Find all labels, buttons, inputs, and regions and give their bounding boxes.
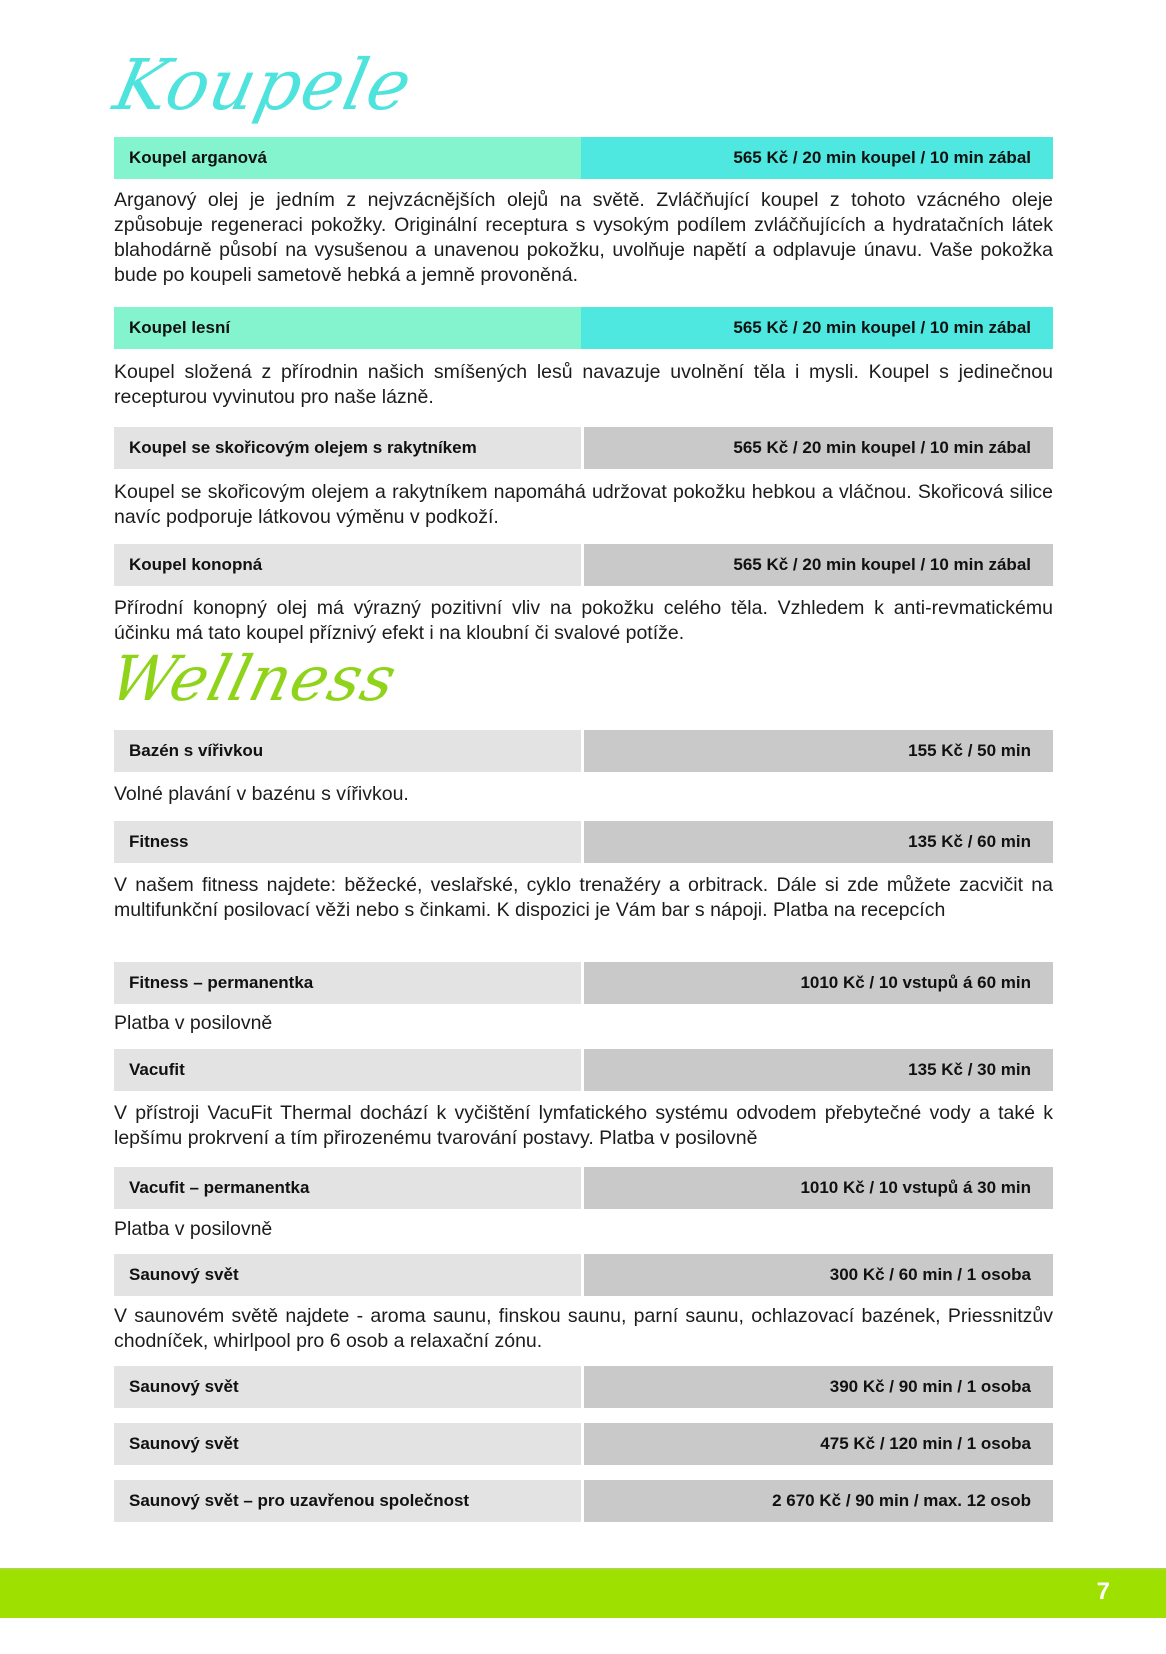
service-row [114,137,1053,179]
service-price: 155 Kč / 50 min [584,730,1053,772]
service-name: Koupel lesní [114,307,581,349]
service-name: Vacufit [114,1049,581,1091]
service-name: Vacufit – permanentka [114,1167,581,1209]
service-row [114,1366,1053,1408]
service-name: Saunový svět – pro uzavřenou společnost [114,1480,581,1522]
service-description: V našem fitness najdete: běžecké, veslařské, cyklo trenažéry a orbitrack. Dále si zde můžete zacvičit na multifunkční posilovací věži nebo s činkami. K dispozici je Vám bar s nápoji. Platba na recepcích [114,874,1053,921]
footer-bar [0,1568,1166,1618]
service-description: Volné plavání v bazénu s vířivkou. [114,783,409,805]
section-title-wellness: Wellness [102,642,405,715]
service-row [114,1167,1053,1209]
service-row [114,821,1053,863]
service-row [114,1480,1053,1522]
service-price: 565 Kč / 20 min koupel / 10 min zábal [581,137,1053,179]
service-name: Fitness [114,821,581,863]
service-description: V přístroji VacuFit Thermal dochází k vyčištění lymfatického systému odvodem přebytečné vody a také k lepšímu prokrvení a tím přirozenému tvarování postavy. Platba v posilovně [114,1102,1053,1149]
service-name: Koupel konopná [114,544,581,586]
service-price: 2 670 Kč / 90 min / max. 12 osob [584,1480,1053,1522]
service-row [114,730,1053,772]
service-name: Koupel arganová [114,137,581,179]
service-price: 475 Kč / 120 min / 1 osoba [584,1423,1053,1465]
service-description: V saunovém světě najdete - aroma saunu, finskou saunu, parní saunu, ochlazovací bazének, Priessnitzův chodníček, whirlpool pro 6 osob a relaxační zónu. [114,1305,1053,1352]
service-name: Saunový svět [114,1254,581,1296]
service-row [114,1254,1053,1296]
service-price: 1010 Kč / 10 vstupů á 60 min [584,962,1053,1004]
page-number: 7 [1096,1578,1110,1605]
service-name: Koupel se skořicovým olejem s rakytníkem [114,427,581,469]
service-row [114,544,1053,586]
service-price: 300 Kč / 60 min / 1 osoba [584,1254,1053,1296]
service-price: 565 Kč / 20 min koupel / 10 min zábal [581,307,1053,349]
service-price: 565 Kč / 20 min koupel / 10 min zábal [584,427,1053,469]
service-description: Arganový olej je jedním z nejvzácnějších olejů na světě. Zvláčňující koupel z tohoto vzácného oleje způsobuje regeneraci pokožky. Originální receptura s vysokým podílem zvláčňujících a hydratačních látek blahodárně působí na vysušenou a unavenou pokožku, uvolňuje napětí a odplavuje únavu. Vaše pokožka bude po koupeli sametově hebká a jemně provoněná. [114,189,1053,286]
service-description: Platba v posilovně [114,1218,273,1240]
service-price: 1010 Kč / 10 vstupů á 30 min [584,1167,1053,1209]
service-name: Saunový svět [114,1423,581,1465]
service-description: Koupel se skořicovým olejem a rakytníkem napomáhá udržovat pokožku hebkou a vláčnou. Skořicová silice navíc podporuje látkovou výměnu v podkoží. [114,481,1053,528]
service-name: Fitness – permanentka [114,962,581,1004]
service-description: Přírodní konopný olej má výrazný pozitivní vliv na pokožku celého těla. Vzhledem k anti-revmatickému účinku má tato koupel příznivý efekt i na kloubní či svalové potíže. [114,597,1053,644]
service-description: Platba v posilovně [114,1012,273,1034]
service-price: 390 Kč / 90 min / 1 osoba [584,1366,1053,1408]
service-name: Bazén s vířivkou [114,730,581,772]
service-row [114,962,1053,1004]
service-name: Saunový svět [114,1366,581,1408]
service-description: Koupel složená z přírodnin našich smíšených lesů navazuje uvolnění těla i mysli. Koupel s jedinečnou recepturou vyvinutou pro naše lázně. [114,361,1053,408]
service-row [114,427,1053,469]
service-price: 565 Kč / 20 min koupel / 10 min zábal [584,544,1053,586]
service-price: 135 Kč / 60 min [584,821,1053,863]
service-price: 135 Kč / 30 min [584,1049,1053,1091]
service-row [114,307,1053,349]
section-title-koupele: Koupele [107,44,420,126]
service-row [114,1423,1053,1465]
service-row [114,1049,1053,1091]
